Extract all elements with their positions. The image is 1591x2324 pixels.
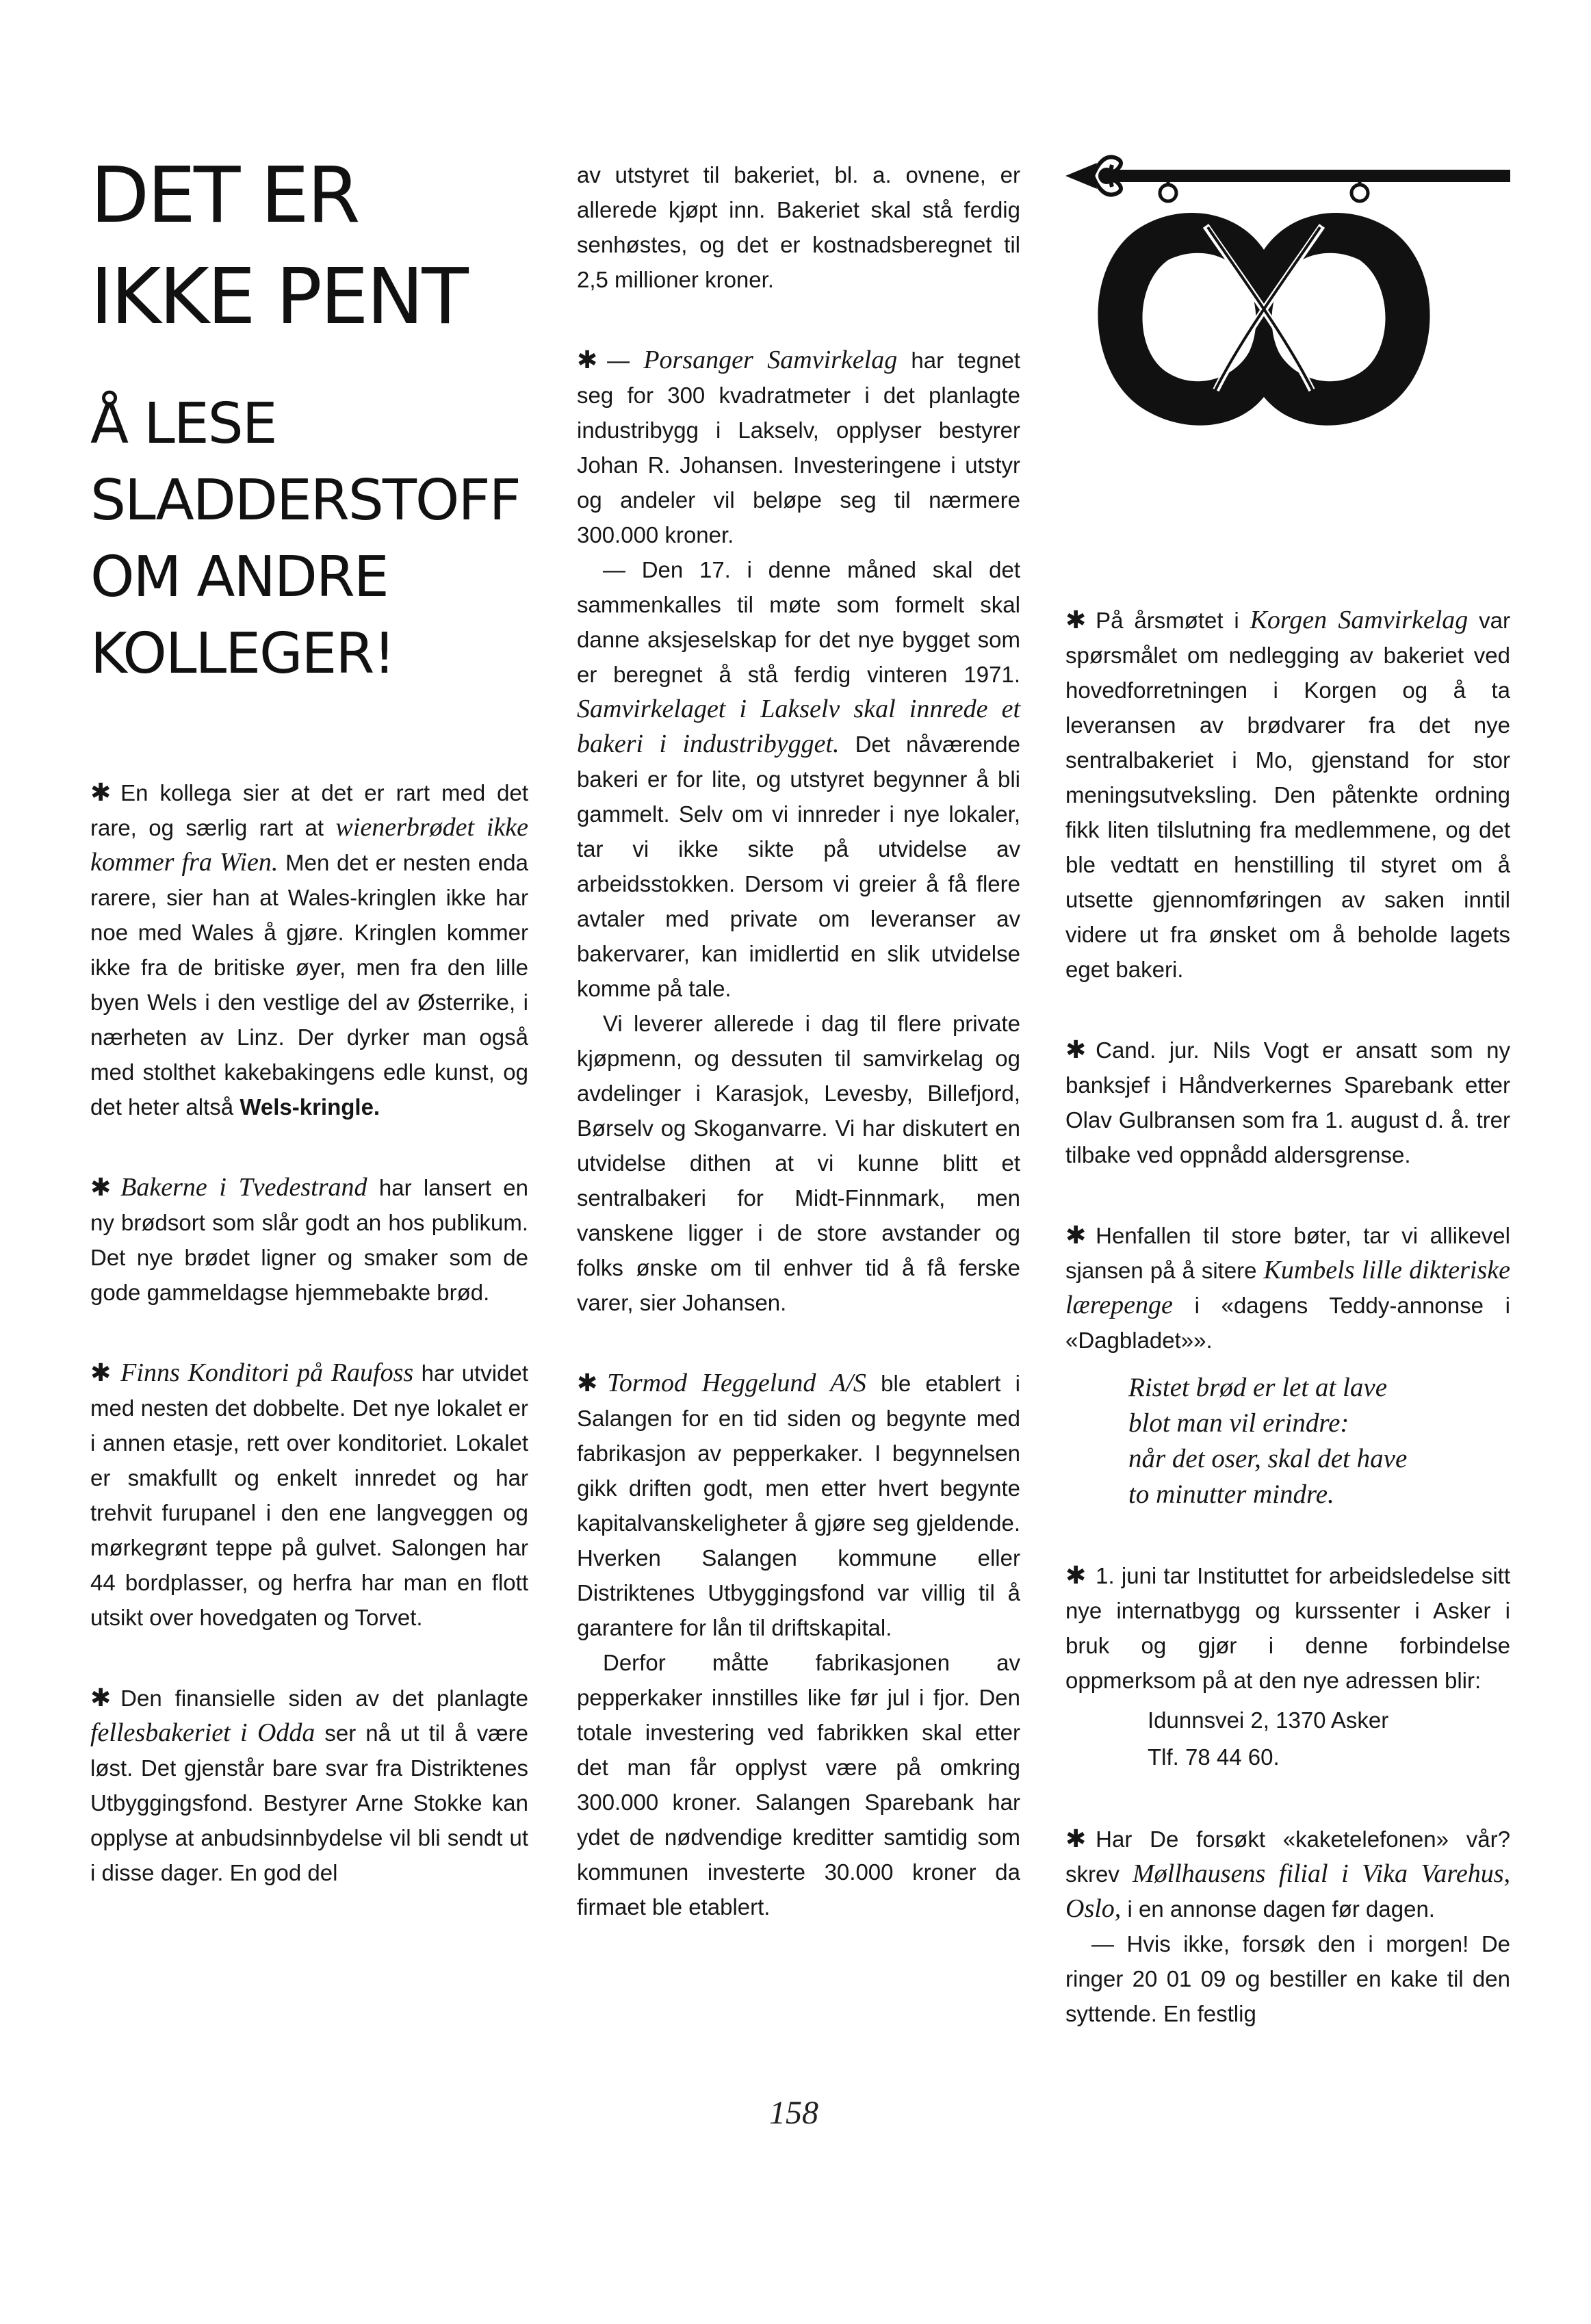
item-text: På årsmøtet i — [1096, 608, 1250, 633]
news-item-korgen — [1065, 602, 1510, 987]
headline — [90, 145, 528, 348]
news-item-raufoss — [90, 1355, 528, 1635]
subheadline-line: KOLLEGER! — [90, 621, 395, 686]
asterisk-icon: ✱ — [1065, 606, 1087, 634]
item-text: Har De forsøkt «kaketelefonen» vår? skrev — [1065, 1826, 1510, 1887]
item-text: — Den 17. i denne måned skal det sammenkalles til møte som formelt skal danne aksjeselskap for det nye bygget som er beregnet å stå ferdig vinteren 1971. — [577, 557, 1020, 687]
item-text: 1. juni tar Instituttet for arbeidsledelse sitt nye internatbygg og kurssenter i Asker i bruk og gjør i denne forbindelse oppmerksom på at den nye adressen blir: — [1065, 1563, 1510, 1693]
item-text: har tegnet seg for 300 kvadratmeter i det planlagte industribygg i Lakselv, opplyser bestyrer Johan R. Johansen. Investeringene i utstyr og andeler vil beløpe seg til nærmere 300.000 kroner. — [577, 348, 1021, 547]
item-italic: Tormod Heggelund A/S — [607, 1369, 866, 1397]
item-text: i en annonse dagen før dagen. — [1121, 1896, 1435, 1922]
asterisk-icon: ✱ — [90, 1358, 112, 1386]
item-italic: Bakerne i Tvedestrand — [120, 1173, 367, 1202]
page-number: 158 — [769, 2095, 818, 2131]
item-bold: Wels-kringle. — [240, 1094, 380, 1120]
item-text: Det nåværende bakeri er for lite, og utstyret begynner å bli gammelt. Selv om vi innreder i nye lokaler, tar vi ikke sikte på utvidelse av arbeidsstokken. Dersom vi greier å få flere avtaler med private om leveranser av bakervarer, kan imidlertid en slik utvidelse komme på tale. — [577, 732, 1020, 1001]
item-italic: fellesbakeriet i Odda — [90, 1718, 315, 1747]
item-text: ser nå ut til å være løst. Det gjenstår bare svar fra Distriktenes Utbyggingsfond. Bestyrer Arne Stokke kan opplyse at anbudsinnbydelse vil bli sendt ut i disse dager. En god del — [90, 1720, 528, 1885]
item-text: Den finansielle siden av det planlagte — [120, 1686, 528, 1711]
news-item-kumbel — [1065, 1217, 1510, 1358]
item-italic: Kumbels lille dikteriske lærepenge — [1065, 1256, 1510, 1319]
item-italic: wienerbrødet ikke kommer fra Wien. — [90, 813, 528, 877]
item-text: i «dagens Teddy-annonse i «Dagbladet»». — [1065, 1293, 1510, 1353]
item-text: har lansert en ny brødsort som slår godt an hos publikum. Det nye brødet ligner og smaker som de gode gammeldagse hjemmebakte brød. — [90, 1175, 528, 1305]
poem — [1128, 1370, 1510, 1512]
asterisk-icon: ✱ — [90, 1683, 112, 1712]
item-italic: Porsanger Samvirkelag — [643, 346, 898, 374]
item-italic: Korgen Samvirkelag — [1250, 606, 1469, 634]
asterisk-icon: ✱ — [577, 1369, 598, 1397]
news-item-institutt — [1065, 1558, 1510, 1698]
paragraph: Vi leverer allerede i dag til flere private kjøpmenn, og dessuten til samvirkelag og avdelinger i Karasjok, Levesby, Billefjord, Børselv og Skoganvarre. Vi har diskutert en utvidelse dithen at vi kunne blitt et sentralbakeri for Midt-Finnmark, men vanskene ligger i de store avstander og folks ønske om til enhver tid å få ferske varer, sier Johansen. — [577, 1011, 1020, 1315]
news-item-odda — [90, 1680, 528, 1890]
item-text: ble etablert i Salangen for en tid siden og begynte med fabrikasjon av pepperkaker. I begynnelsen gikk driften godt, men etter hvert begynte kapitalvanskeligheter å gjøre seg gjeldende. Hverken Salangen kommune eller Distriktenes Utbyggingsfond var villig til å garantere for lån til driftskapital. — [577, 1371, 1020, 1640]
asterisk-icon: ✱ — [1065, 1035, 1087, 1063]
poem-line: når det oser, skal det have — [1128, 1444, 1408, 1473]
column-middle — [577, 157, 1020, 1924]
column-right — [1065, 144, 1510, 2031]
pretzel-sign-graphic — [1065, 144, 1510, 465]
item-text: har utvidet med nesten det dobbelte. Det nye lokalet er i annen etasje, rett over konditoriet. Lokalet er smakfullt og enkelt innredet og har trehvit furupanel i den ene langveggen og mørkegrønt teppe på gulvet. Salongen har 44 bordplasser, og herfra har man en flott utsikt over hovedgaten og Torvet. — [90, 1360, 529, 1630]
column-left — [90, 145, 528, 1890]
item-text: Cand. jur. Nils Vogt er ansatt som ny banksjef i Håndverkernes Sparebank etter Olav Gulbransen som fra 1. august d. å. trer tilbake ved oppnådd aldersgrense. — [1065, 1037, 1510, 1167]
paragraph: Derfor måtte fabrikasjonen av pepperkaker innstilles like før jul i fjor. Den totale investering ved fabrikken skal etter det man får opplyst være på omkring 300.000 kroner. Salangen Sparebank har ydet de nødvendige kreditter samtidig som kommunen investerte 30.000 kroner da firmaet ble etablert. — [577, 1650, 1020, 1920]
subheadline-line: OM ANDRE — [90, 545, 388, 610]
paragraph — [577, 552, 1020, 1006]
asterisk-icon: ✱ — [1065, 1221, 1087, 1249]
poem-line: blot man vil erindre: — [1128, 1408, 1349, 1438]
asterisk-icon: ✱ — [577, 346, 598, 374]
address-line: Tlf. 78 44 60. — [1148, 1744, 1280, 1770]
continued-text: av utstyret til bakeriet, bl. a. ovnene, er allerede kjøpt inn. Bakeriet skal stå ferdig senhøstes, og det er kostnadsberegnet til 2,5 millioner kroner. — [577, 162, 1020, 292]
poem-line: Ristet brød er let at lave — [1128, 1373, 1388, 1402]
headline-line: IKKE PENT — [90, 253, 467, 341]
item-text: var spørsmålet om nedlegging av bakeriet ved hovedforretningen i Korgen og å ta leveransen av brødvarer fra det nye sentralbakeriet i Mo, gjenstand for stor meningsutveksling. Den påtenkte ordning fikk liten tilslutning fra medlemmene, og det ble vedtatt en henstilling til styret om å utsette gjennomføringen av saken inntil videre ut fra ønsket om å beholde lagets eget bakeri. — [1065, 608, 1510, 982]
news-item-mollhausen — [1065, 1821, 1510, 1926]
address-line: Idunnsvei 2, 1370 Asker — [1148, 1707, 1389, 1733]
asterisk-icon: ✱ — [90, 1173, 112, 1201]
news-item-porsanger — [577, 342, 1020, 552]
news-item-wienerbrod — [90, 775, 528, 1124]
item-text: Henfallen til store bøter, tar vi allikevel sjansen på å sitere — [1065, 1223, 1510, 1283]
subheadline-line: SLADDERSTOFF — [90, 468, 520, 533]
subheadline — [90, 386, 528, 693]
item-italic: Møllhausens filial i Vika Varehus, Oslo, — [1065, 1859, 1510, 1923]
item-italic: Finns Konditori på Raufoss — [120, 1358, 414, 1387]
item-text: Men det er nesten enda rarere, sier han at Wales-kringlen ikke har noe med Wales å gjøre. Kringlen kommer ikke fra de britiske øyer, men fra den lille byen Wels i den vestlige del av Østerrike, i nærheten av Linz. Der dyrker man også med stolthet kakebakingens edle kunst, og det heter altså — [90, 850, 529, 1120]
headline-line: DET ER — [90, 151, 359, 240]
asterisk-icon: ✱ — [1065, 1824, 1087, 1852]
news-item-vogt — [1065, 1032, 1510, 1172]
news-item-heggelund — [577, 1365, 1020, 1645]
poem-line: to minutter mindre. — [1128, 1480, 1334, 1509]
item-text: — — [607, 348, 644, 373]
subheadline-line: Å LESE — [90, 391, 276, 456]
item-text: En kollega sier at det er rart med det rare, og særlig rart at — [90, 780, 528, 840]
item-italic: Samvirkelaget i Lakselv skal innrede et bakeri i industribygget. — [577, 695, 1020, 758]
address-block — [1148, 1702, 1510, 1776]
news-item-tvedestrand — [90, 1170, 528, 1310]
asterisk-icon: ✱ — [1065, 1561, 1087, 1589]
paragraph: — Hvis ikke, forsøk den i morgen! De ringer 20 01 09 og bestiller en kake til den syttende. En festlig — [1065, 1931, 1510, 2026]
asterisk-icon: ✱ — [90, 778, 112, 806]
pretzel-sign-icon — [1065, 144, 1510, 465]
